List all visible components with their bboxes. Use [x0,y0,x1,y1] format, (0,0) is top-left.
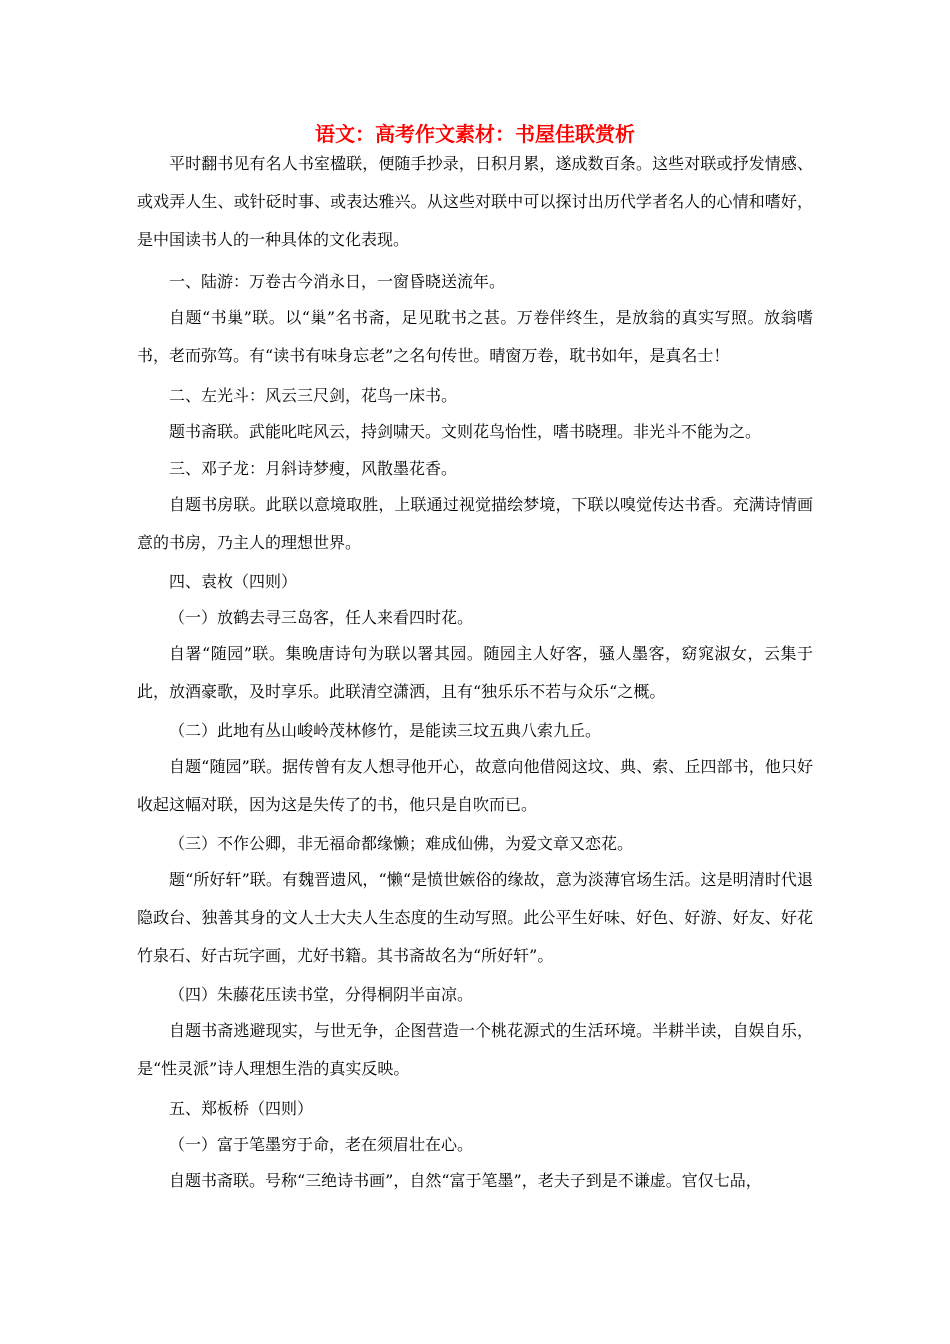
section-heading: 二、左光斗：风云三尺剑，花鸟一床书。 [169,386,458,405]
body-paragraph: 自题“书巢”联。以“巢”名书斋，足见耽书之甚。万卷伴终生，是放翁的真实写照。放翁嗜书，老而弥笃。有“读书有味身忘老”之名句传世。晴窗万卷，耽书如年，是真名士！ [137,308,813,365]
section-heading: 一、陆游：万卷古今消永日，一窗昏晓送流年。 [169,272,506,291]
body-paragraph: 自题“随园”联。据传曾有友人想寻他开心，故意向他借阅这坟、典、索、丘四部书，他只好收起这幅对联，因为这是失传了的书，他只是自吹而已。 [137,757,813,814]
intro-paragraph: 平时翻书见有名人书室楹联，便随手抄录，日积月累，遂成数百条。这些对联或抒发情感、或戏弄人生、或针砭时事、或表达雅兴。从这些对联中可以探讨出历代学者名人的心情和嗜好，是中国读书人的一种具体的文化表现。 [137,154,813,249]
section-heading: 四、袁枚（四则） [169,572,298,591]
section-heading: 五、郑板桥（四则） [169,1099,314,1118]
body-paragraph: 自署“随园”联。集晚唐诗句为联以署其园。随园主人好客，骚人墨客，窈窕淑女，云集于此，放酒豪歌，及时享乐。此联清空潇洒，且有“独乐乐不若与众乐“之概。 [137,644,813,701]
subsection-heading: （二）此地有丛山峻岭茂林修竹，是能读三坟五典八索九丘。 [169,721,602,740]
subsection-heading: （三）不作公卿，非无福命都缘懒；难成仙佛，为爱文章又恋花。 [169,834,634,853]
section-heading: 三、邓子龙：月斜诗梦瘦，风散墨花香。 [169,459,458,478]
subsection-heading: （一）放鹤去寻三岛客，任人来看四时花。 [169,608,474,627]
body-paragraph: 题书斋联。武能叱咤风云，持剑啸天。文则花鸟怡性，嗜书晓理。非光斗不能为之。 [169,422,762,441]
document-title: 语文：高考作文素材：书屋佳联赏析 [315,122,635,146]
subsection-heading: （一）富于笔墨穷于命，老在须眉壮在心。 [169,1135,474,1154]
body-paragraph: 自题书斋联。号称“三绝诗书画”，自然“富于笔墨”，老夫子到是不谦虚。官仅七品， [169,1171,762,1190]
body-paragraph: 自题书房联。此联以意境取胜，上联通过视觉描绘梦境，下联以嗅觉传达书香。充满诗情画意的书房，乃主人的理想世界。 [137,495,813,552]
subsection-heading: （四）朱藤花压读书堂，分得桐阴半亩凉。 [169,985,474,1004]
body-paragraph: 自题书斋逃避现实，与世无争，企图营造一个桃花源式的生活环境。半耕半读，自娱自乐，是“性灵派”诗人理想生浩的真实反映。 [137,1021,813,1078]
body-paragraph: 题“所好轩”联。有魏晋遗风，“懒“是愤世嫉俗的缘故，意为淡薄官场生活。这是明清时代退隐政台、独善其身的文人士大夫人生态度的生动写照。此公平生好味、好色、好游、好友、好花竹泉石、好古玩字画，尤好书籍。其书斋故名为“所好轩”。 [137,870,813,965]
